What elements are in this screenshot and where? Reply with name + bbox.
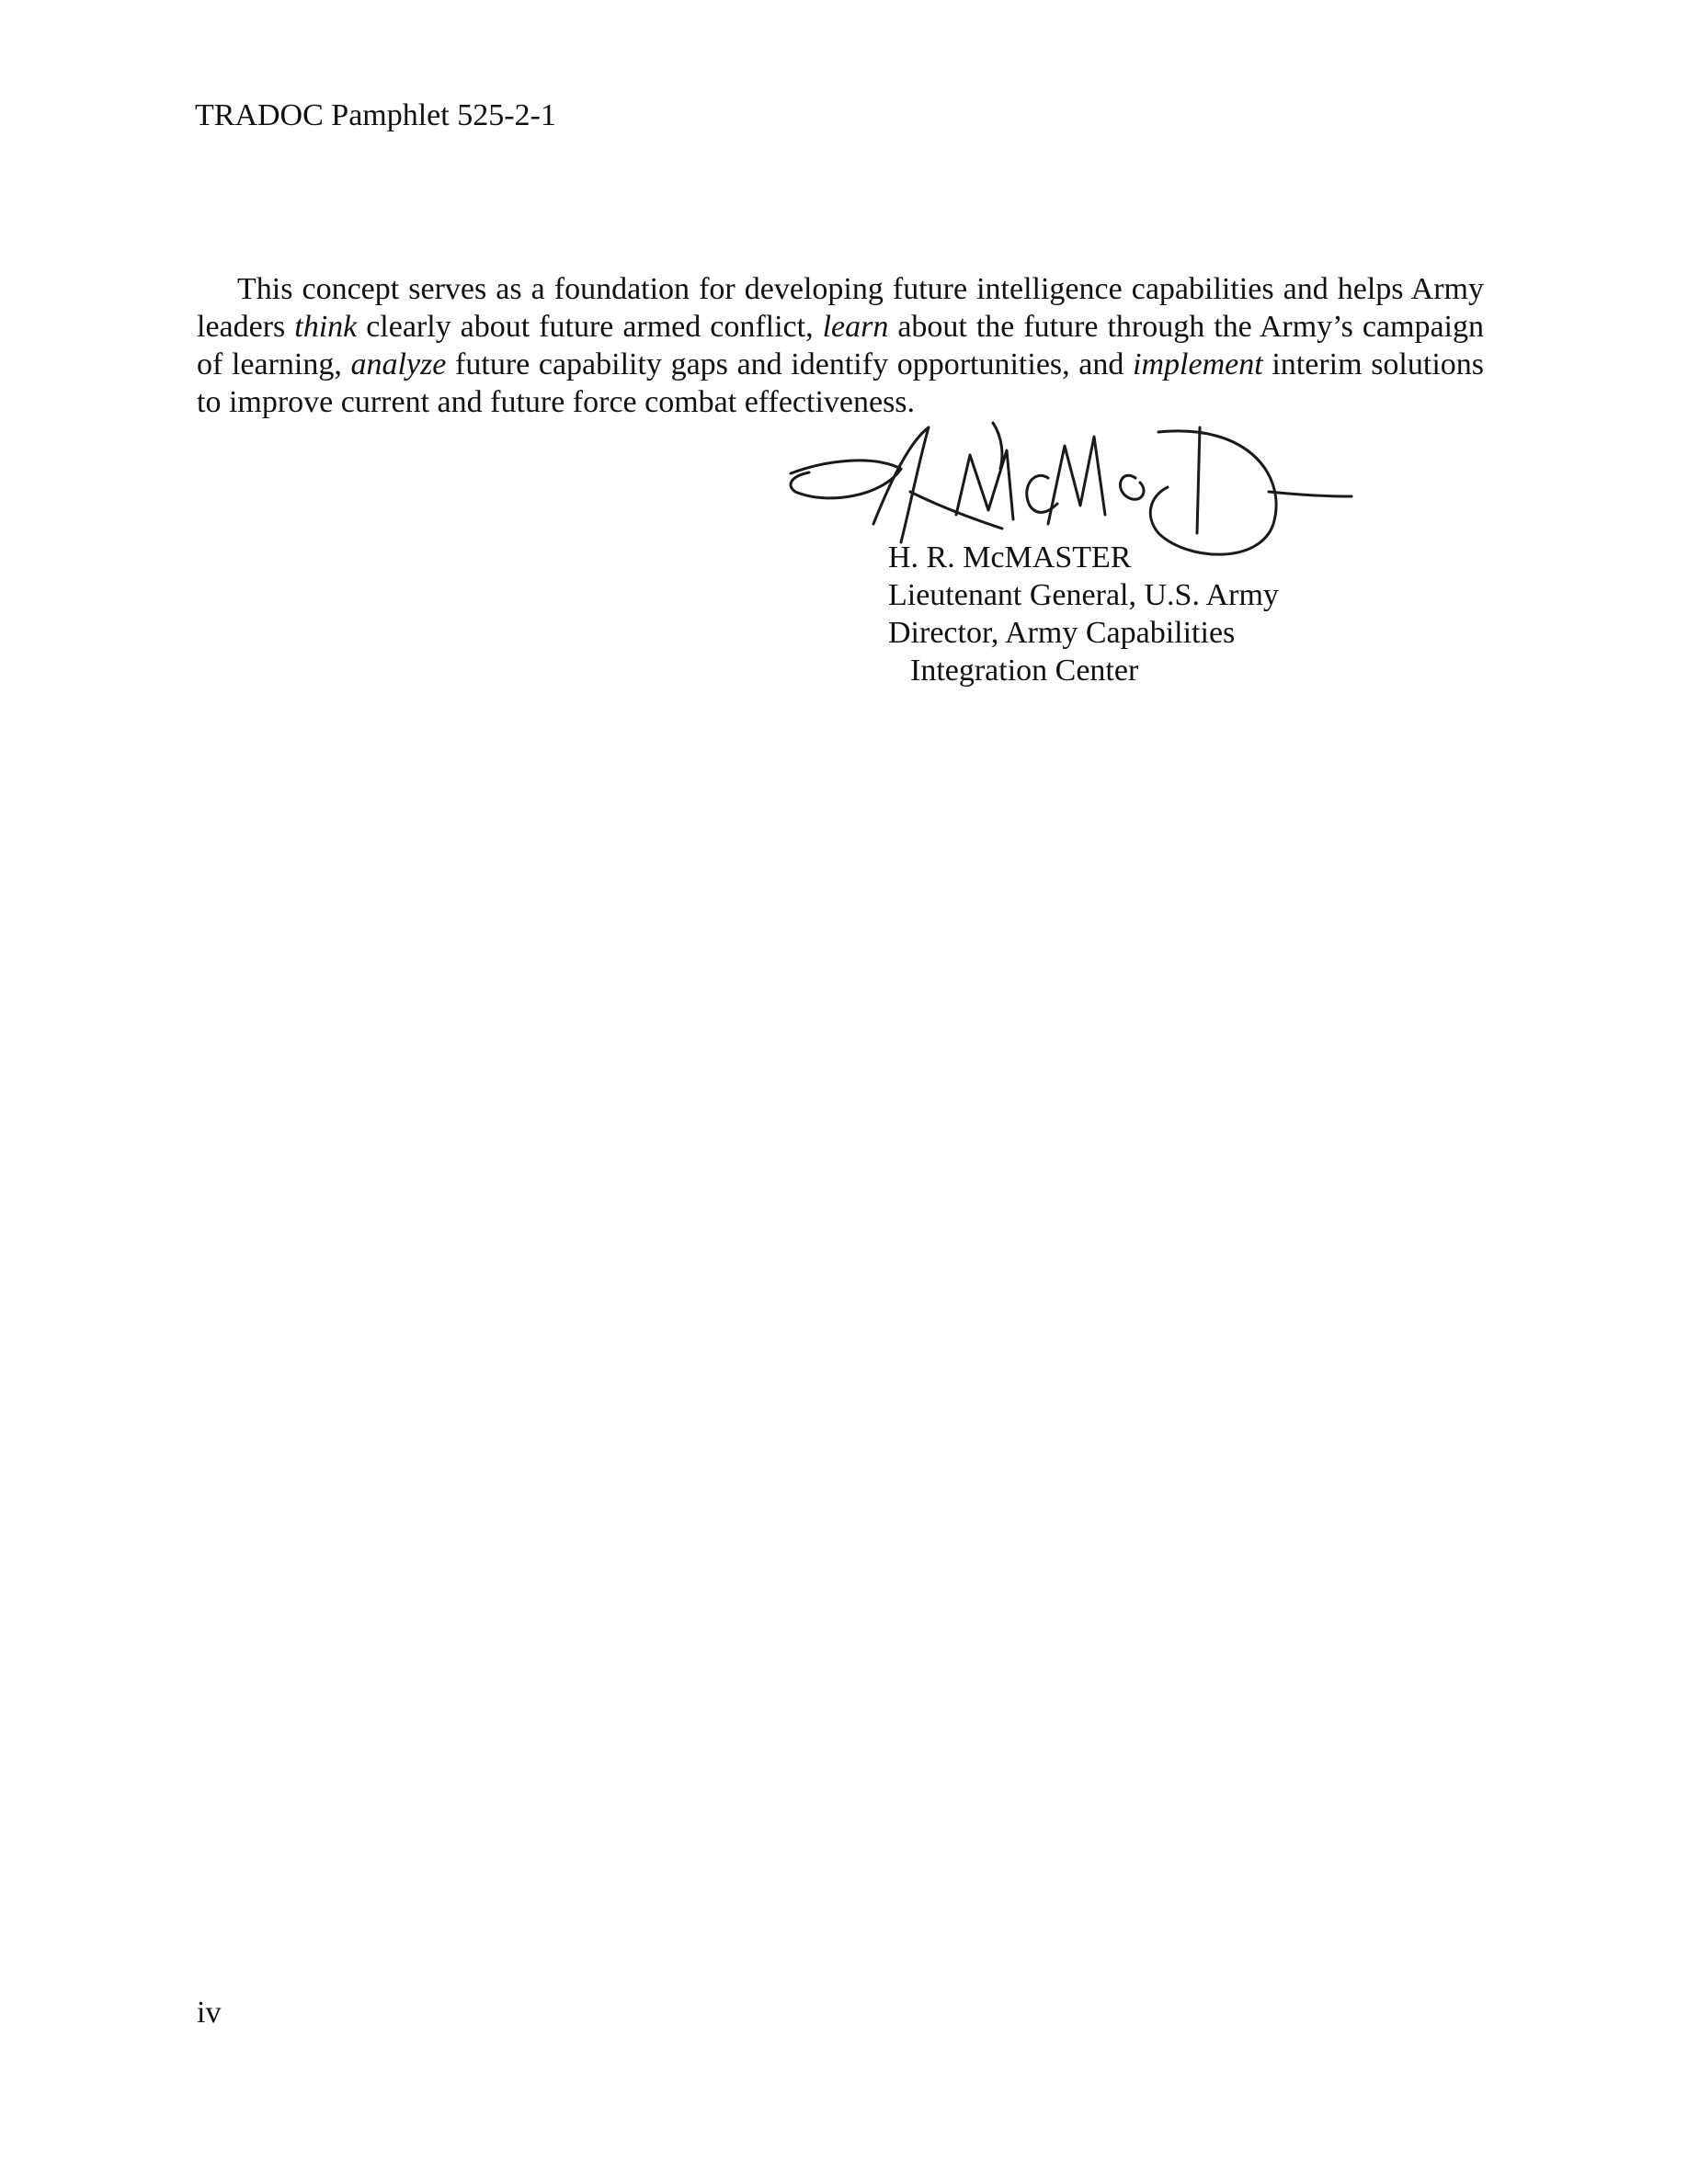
emphasis-implement: implement [1133,347,1263,381]
body-text-3: about the future through the Army’s campaign of learning, [197,310,1484,381]
body-text-4: future capability gaps and identify opportunities, and [446,347,1134,381]
signature-block [888,539,1279,689]
body-text-5: interim solutions to improve current and future force combat effectiveness. [197,347,1484,419]
page-number: iv [197,1996,222,2030]
signer-title-line-2: Integration Center [910,654,1139,688]
signer-rank: Lieutenant General, U.S. Army [888,578,1279,612]
signer-name: H. R. McMASTER [888,540,1132,574]
running-header: TRADOC Pamphlet 525-2-1 [195,98,556,132]
signer-title-line-1: Director, Army Capabilities [888,616,1236,650]
body-text-2: clearly about future armed conflict, [357,310,823,344]
emphasis-learn: learn [822,310,889,344]
body-text-1: This concept serves as a foundation for developing future intelligence capabilities and helps Army leaders [197,272,1484,344]
emphasis-think: think [294,310,358,344]
body-paragraph [197,270,1484,421]
emphasis-analyze: analyze [350,347,447,381]
